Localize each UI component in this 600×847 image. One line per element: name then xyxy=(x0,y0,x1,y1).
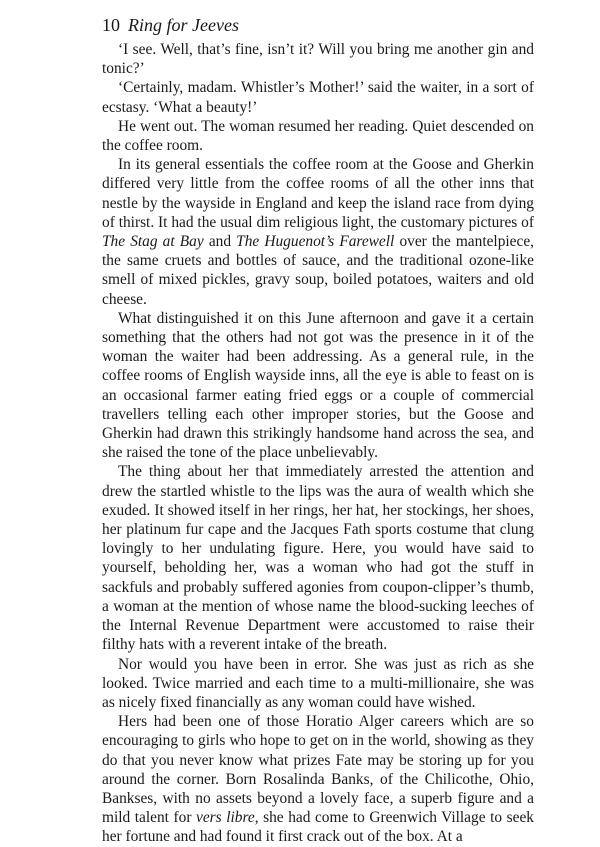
text-run: and xyxy=(203,233,237,251)
italic-text: The Stag at Bay xyxy=(102,233,204,251)
text-run: ‘I see. Well, that’s fine, isn’t it? Will you bring me another gin and tonic?’ xyxy=(102,41,534,78)
text-run: Hers had been one of those Horatio Alger careers which are so encouraging to girls who hope to get on in the world, showing as they do that you never know what prizes Fate may be storing up for you around the corner. Born Rosalinda Banks, of the Chilicothe, Ohio, Bankses, with no assets beyond a lovely face, a superb figure and a mild talent for xyxy=(102,713,534,827)
paragraph xyxy=(102,78,534,116)
italic-text: The Huguenot’s Farewell xyxy=(236,233,395,251)
body-text xyxy=(102,40,534,847)
text-run: What distinguished it on this June afternoon and gave it a certain something that the others had not got was the presence in it of the woman the waiter had been addressing. As a general rule, in the coffee rooms of English wayside inns, all the eye is able to feast on is an occasional farmer eating fried eggs or a couple of commercial travellers telling each other improper stories, but the Goose and Gherkin had drawn this strikingly handsome hand across the sea, and she raised the tone of the place unbelievably. xyxy=(102,309,534,462)
text-run: In its general essentials the coffee room at the Goose and Gherkin differed very little from the coffee rooms of all the other inns that nestle by the wayside in England and keep the island race from dying of thirst. It had the usual dim religious light, the customary pictures of xyxy=(102,156,534,231)
text-run: over the mantelpiece, the same cruets and bottles of sauce, and the traditional ozone-like smell of mixed pickles, gravy soup, boiled potatoes, waiters and old cheese. xyxy=(102,233,535,308)
text-run: The thing about her that immediately arrested the attention and drew the startled whistle to the lips was the aura of wealth which she exuded. It showed itself in her rings, her hat, her stockings, her shoes, her platinum fur cape and the Jacques Fath sports costume that clung lovingly to her undulating figure. Here, you would have said to yourself, beholding her, was a woman who had got the stuff in sackfuls and probably suffered agonies from coupon-clipper’s thumb, a woman at the mention of whose name the blood-sucking leeches of the Internal Revenue Department were accustomed to raise their filthy hats with a reverent intake of the breath. xyxy=(102,463,534,654)
paragraph xyxy=(102,40,534,78)
text-run: Nor would you have been in error. She was just as rich as she looked. Twice married and each time to a multi-millionaire, she was as nicely fixed financially as any woman could have wished. xyxy=(102,655,534,711)
paragraph xyxy=(102,117,534,155)
page-number: 10 xyxy=(102,15,120,35)
text-run: ‘Certainly, madam. Whistler’s Mother!’ said the waiter, in a sort of ecstasy. ‘What a beauty!’ xyxy=(102,79,534,116)
paragraph xyxy=(102,462,534,654)
text-run: He went out. The woman resumed her reading. Quiet descended on the coffee room. xyxy=(102,117,534,155)
running-head xyxy=(102,14,534,36)
text-run: , she had come to Greenwich Village to seek her fortune and had found it first crack out of the box. At a xyxy=(102,809,534,846)
paragraph xyxy=(102,309,534,463)
paragraph xyxy=(102,712,534,846)
book-title: Ring for Jeeves xyxy=(128,15,239,35)
paragraph xyxy=(102,655,534,713)
paragraph xyxy=(102,155,534,309)
italic-text: vers libre xyxy=(196,809,255,827)
book-page xyxy=(102,14,535,846)
